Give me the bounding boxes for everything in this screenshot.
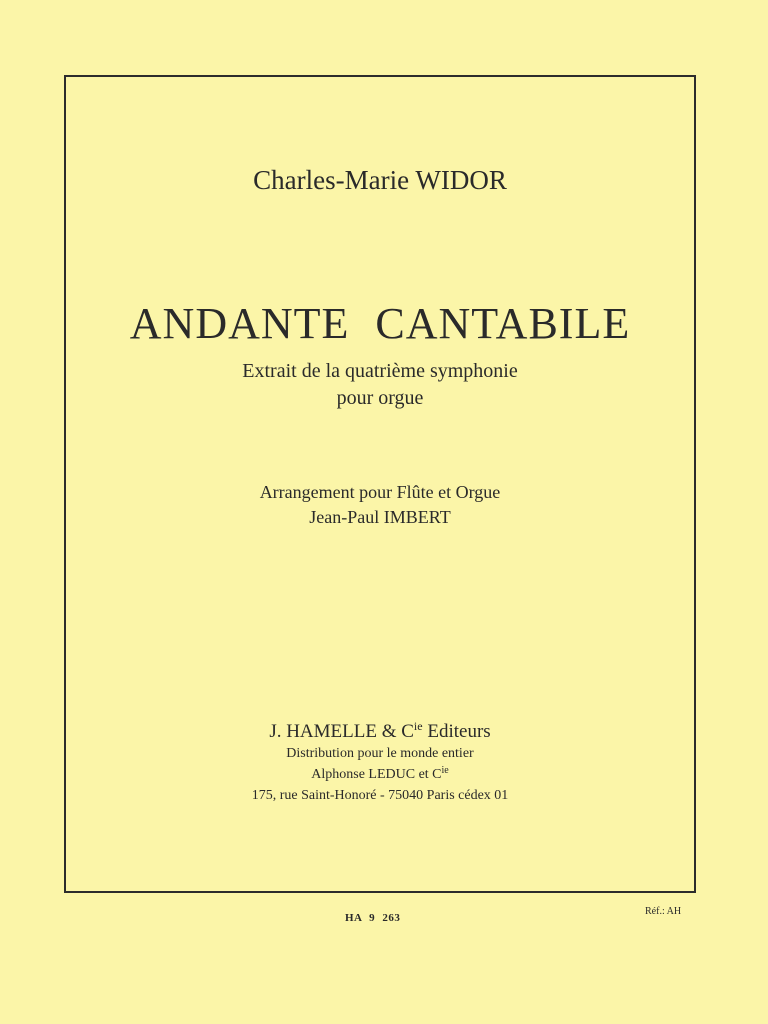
catalog-number: HA 9 263 [345, 912, 401, 924]
distributor-superscript: ie [441, 765, 449, 776]
publisher-name [64, 719, 696, 745]
distribution-block [64, 743, 696, 806]
publisher-name-prefix: J. HAMELLE & C [269, 721, 414, 742]
arrangement-credit [64, 480, 696, 530]
distributor-prefix: Alphonse LEDUC et C [311, 767, 442, 782]
subtitle-line-1: Extrait de la quatrième symphonie [242, 360, 518, 382]
composer-name: Charles-Marie WIDOR [253, 165, 507, 195]
distributor-line [64, 764, 696, 785]
arrangement-line-1: Arrangement pour Flûte et Orgue [259, 482, 501, 502]
publisher-address: 175, rue Saint-Honoré - 75040 Paris cédex 01 [251, 788, 509, 803]
work-subtitle [64, 358, 696, 412]
reference-code: Réf.: AH [645, 906, 682, 917]
work-title: ANDANTE CANTABILE [129, 299, 631, 348]
arranger-name: Jean-Paul IMBERT [309, 507, 451, 527]
publisher-name-superscript: ie [413, 719, 423, 733]
distribution-line: Distribution pour le monde entier [286, 746, 474, 761]
subtitle-line-2: pour orgue [336, 387, 424, 409]
publisher-name-suffix: Editeurs [422, 721, 491, 742]
